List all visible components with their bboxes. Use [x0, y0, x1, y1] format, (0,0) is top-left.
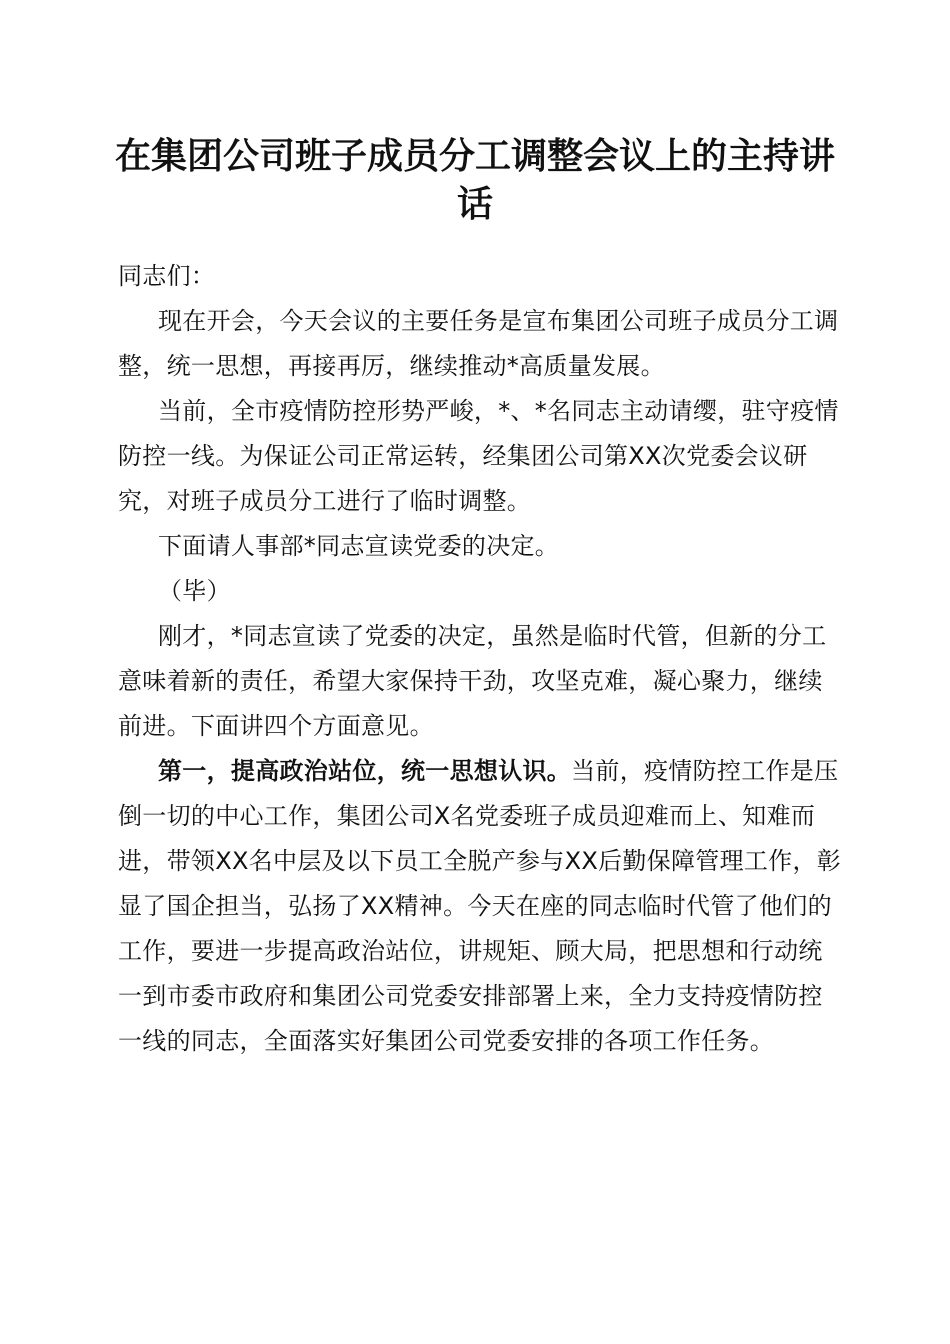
document-title: 在集团公司班子成员分工调整会议上的主持讲话 [114, 135, 835, 225]
paragraph-transition: 刚才，*同志宣读了党委的决定，虽然是临时代管，但新的分工意味着新的责任，希望大家保持干劲，攻坚克难，凝心聚力，继续前进。下面讲四个方面意见。 [118, 622, 827, 740]
paragraph-situation: 当前，全市疫情防控形势严峻，*、*名同志主动请缨，驻守疫情防控一线。为保证公司正常运转，经集团公司第XX次党委会议研究，对班子成员分工进行了临时调整。 [118, 397, 839, 515]
paragraph-opening: 现在开会，今天会议的主要任务是宣布集团公司班子成员分工调整，统一思想，再接再厉，继续推动*高质量发展。 [118, 307, 839, 380]
paragraph-point-1 [118, 749, 842, 1064]
document-body [118, 254, 842, 1064]
point-1-text: 当前，疫情防控工作是压倒一切的中心工作，集团公司X名党委班子成员迎难而上、知难而进，带领XX名中层及以下员工全脱产参与XX后勤保障管理工作，彰显了国企担当，弘扬了XX精神。今天在座的同志临时代管了他们的工作，要进一步提高政治站位，讲规矩、顾大局，把思想和行动统一到市委市政府和集团公司党委安排部署上来，全力支持疫情防控一线的同志，全面落实好集团公司党委安排的各项工作任务。 [118, 757, 842, 1055]
salutation: 同志们： [118, 262, 216, 290]
point-1-heading: 第一，提高政治站位，统一思想认识。 [158, 757, 572, 785]
paragraph-announcement: 下面请人事部*同志宣读党委的决定。 [158, 532, 560, 560]
paragraph-end-marker: （毕） [158, 577, 231, 605]
